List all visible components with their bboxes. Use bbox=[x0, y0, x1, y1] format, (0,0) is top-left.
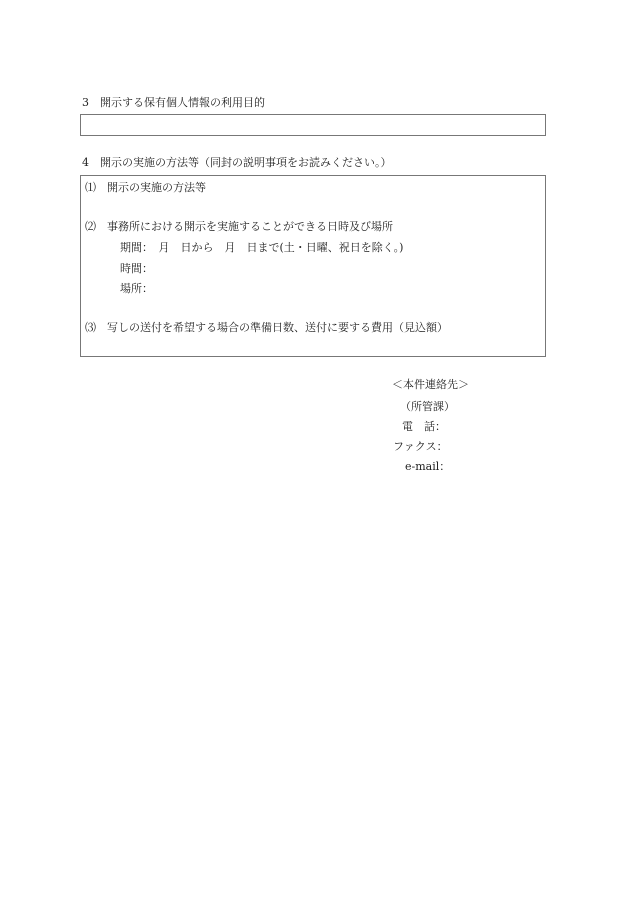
disclosure-method-box bbox=[80, 175, 546, 357]
section3-heading: 3 開示する保有個人情報の利用目的 bbox=[82, 96, 265, 109]
contact-email: e-mail： bbox=[405, 460, 451, 473]
item1-method: ⑴ 開示の実施の方法等 bbox=[85, 181, 206, 194]
place-line: 場所： bbox=[120, 282, 153, 295]
item2-datetime-place: ⑵ 事務所における開示を実施することができる日時及び場所 bbox=[85, 220, 393, 233]
period-line: 期間： 月 日から 月 日まで(土・日曜、祝日を除く。) bbox=[120, 241, 404, 254]
contact-phone: 電 話： bbox=[402, 420, 446, 433]
item3-copy-delivery: ⑶ 写しの送付を希望する場合の準備日数、送付に要する費用（見込額） bbox=[85, 321, 448, 334]
contact-title: ＜本件連絡先＞ bbox=[392, 378, 469, 391]
contact-fax: ファクス： bbox=[393, 440, 448, 453]
contact-department: （所管課） bbox=[400, 400, 455, 413]
purpose-field bbox=[80, 114, 546, 136]
section4-heading: 4 開示の実施の方法等（同封の説明事項をお読みください。） bbox=[82, 156, 392, 169]
time-line: 時間： bbox=[120, 262, 153, 275]
